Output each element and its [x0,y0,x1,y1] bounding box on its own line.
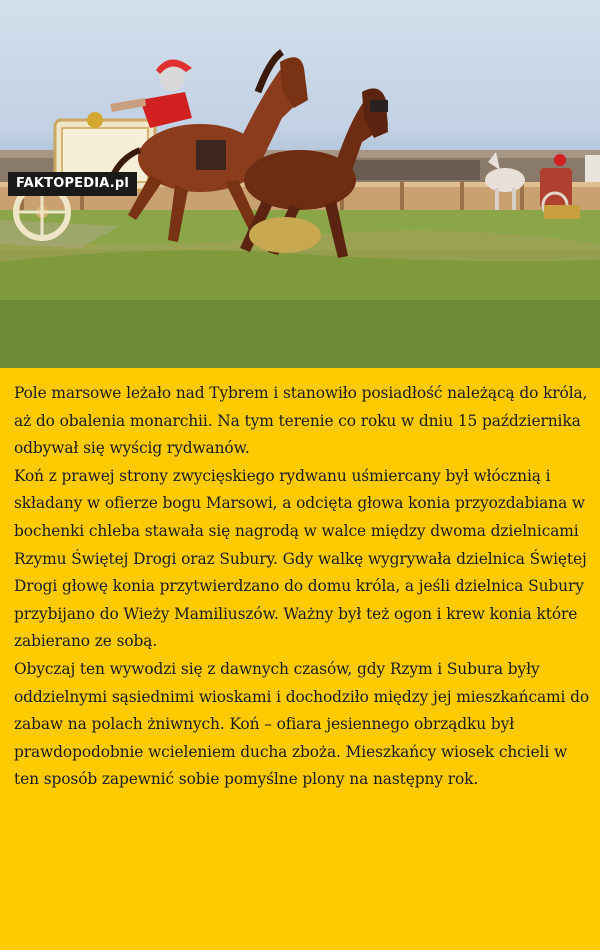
chariot-race-photo [0,0,600,368]
article-paragraph-1: Pole marsowe leżało nad Tybrem i stanowiło posiadłość należącą do króla, aż do obalenia monarchii. Na tym terenie co roku w dniu 15 października odbywał się wyścig rydwanów. [14,384,588,458]
faktopedia-watermark: FAKTOPEDIA.pl [8,172,137,196]
charioteer [110,59,192,128]
article-paragraph-2: Koń z prawej strony zwycięskiego rydwanu uśmiercany był włócznią i składany w ofierze bogu Marsowi, a odcięta głowa konia przyozdabiana w bochenki chleba stawała się nagrodą w walce między dwoma dzielnicami Rzymu Świętej Drogi oraz Subury. Gdy walkę wygrywała dzielnica Świętej Drogi głowę konia przytwierdzano do domu króla, a jeśli dzielnica Subury przybijano do Wieży Mamiliuszów. Ważny był też ogon i krew konia które zabierano ze sobą. [14,466,587,651]
hay-bale [249,217,321,253]
article-paragraph-3: Obyczaj ten wywodzi się z dawnych czasów, gdy Rzym i Subura były oddzielnymi sąsiednimi wioskami i dochodziło między jej mieszkańcami do zabaw na polach żniwnych. Koń – ofiara jesiennego obrządku był prawdopodobnie wcieleniem ducha zboża. Mieszkańcy wiosek chcieli w ten sposób zapewnić sobie pomyślne plony na następny rok. [14,659,590,789]
article-text-panel [0,368,600,950]
